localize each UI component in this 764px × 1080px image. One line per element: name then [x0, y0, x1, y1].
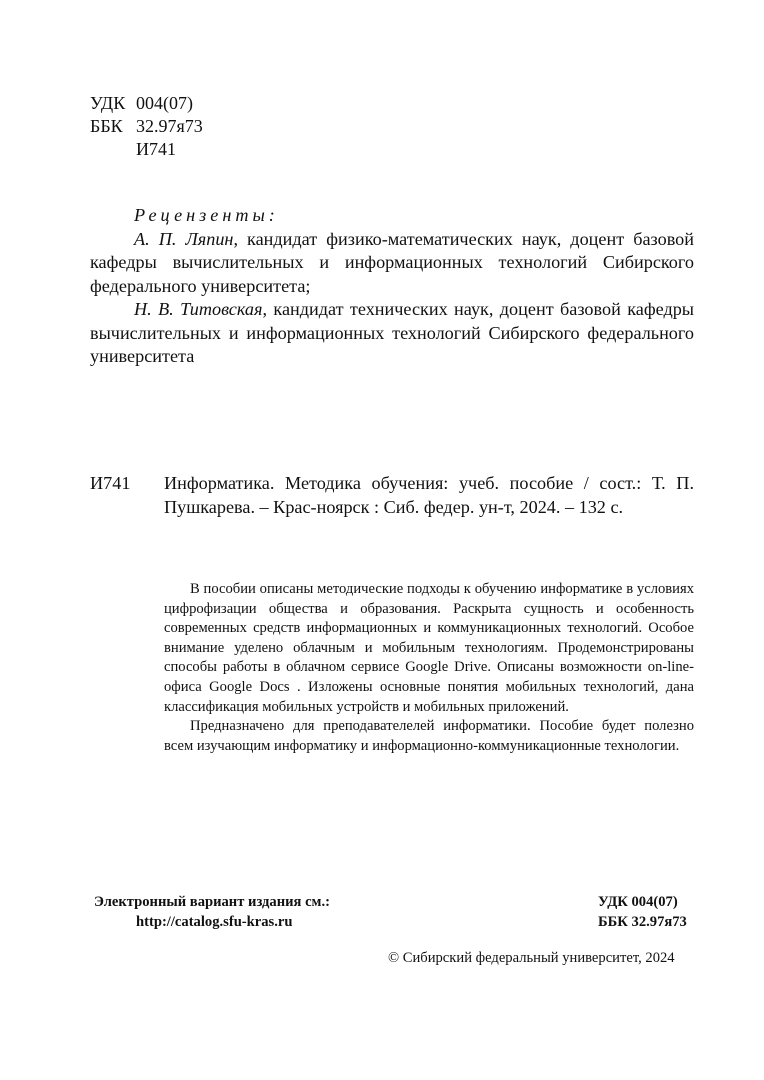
udk-value: 004(07)	[136, 93, 193, 113]
annotation-paragraph: В пособии описаны методические подходы к обучению информатике в условиях цифрофизации общества и образования. Раскрыта сущность и особенность современных средств информационных и коммуникационных технологий. Особое внимание уделено облачным и мобильным технологиям. Продемонстрированы способы работы в облачном сервисе Google Drive. Описаны возможности on-line-офиса Google Docs . Изложены основные понятия мобильных технологий, дана классификация мобильных устройств и мобильных приложений.	[164, 581, 694, 715]
bibliographic-record	[90, 472, 694, 519]
bbk-row	[90, 115, 203, 138]
reviewer-entry	[90, 228, 694, 299]
reviewers-section	[90, 204, 694, 369]
annotation	[164, 580, 694, 756]
annotation-paragraph: Предназначено для преподавателелей информатики. Пособие будет полезно всем изучающим информатику и информационно-коммуникационные технологии.	[164, 718, 694, 754]
reviewer-entry	[90, 298, 694, 369]
reviewers-heading: Рецензенты:	[134, 205, 279, 225]
bottom-udk: УДК 004(07)	[598, 894, 678, 910]
reviewer-name: Н. В. Титовская	[134, 299, 263, 319]
udk-row	[90, 92, 203, 115]
electronic-version-label: Электронный вариант издания см.:	[94, 894, 331, 910]
bbk-value: 32.97я73	[136, 116, 203, 136]
classification-codes	[90, 92, 203, 161]
bottom-classification-codes	[598, 892, 687, 932]
author-index: И741	[136, 139, 176, 159]
reviewer-name: А. П. Ляпин	[134, 228, 234, 249]
bbk-label: ББК	[90, 116, 123, 136]
electronic-version	[94, 892, 330, 932]
copyright-notice: © Сибирский федеральный университет, 2024	[388, 950, 675, 966]
bibliographic-code: И741	[90, 473, 131, 493]
bottom-bbk: ББК 32.97я73	[598, 914, 687, 930]
catalog-link[interactable]: http://catalog.sfu-kras.ru	[136, 914, 293, 930]
reviewer-description: , кандидат физико-математических наук, доцент базовой кафедры вычислительных и информационных технологий Сибирского федерального университета;	[90, 228, 694, 296]
bibliographic-text: Информатика. Методика обучения: учеб. пособие / сост.: Т. П. Пушкарева. – Крас-ноярск : Сиб. федер. ун-т, 2024. – 132 с.	[164, 473, 694, 517]
udk-label: УДК	[90, 93, 126, 113]
reviewer-description: , кандидат технических наук, доцент базовой кафедры вычислительных и информационных технологий Сибирского федерального университета	[90, 299, 695, 366]
